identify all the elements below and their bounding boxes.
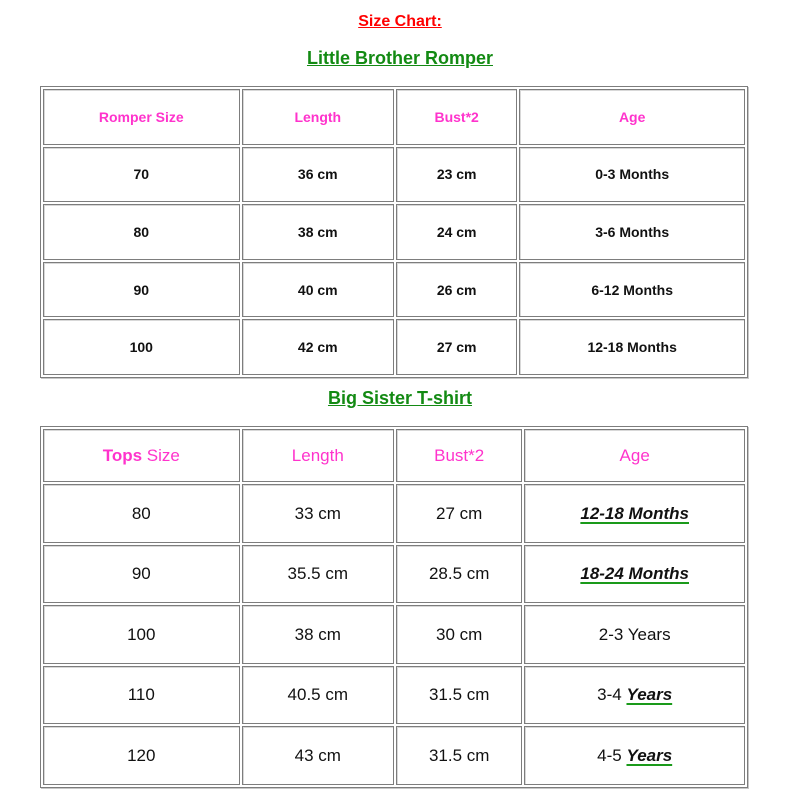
cell-size: 80 (43, 484, 240, 543)
header-size-word: Size (142, 445, 180, 465)
table-row (43, 262, 745, 318)
table-row (43, 605, 745, 664)
cell-bust: 27 cm (396, 484, 522, 543)
cell-size: 80 (43, 204, 240, 260)
cell-length: 35.5 cm (242, 545, 394, 604)
cell-length: 33 cm (242, 484, 394, 543)
page-title: Size Chart: (358, 13, 442, 30)
cell-age (524, 545, 745, 604)
cell-size: 90 (43, 262, 240, 318)
cell-size: 100 (43, 319, 240, 375)
cell-size: 110 (43, 666, 240, 725)
cell-bust: 27 cm (396, 319, 517, 375)
cell-age: 2-3 Years (524, 605, 745, 664)
romper-size-table (40, 86, 748, 378)
cell-age: 3-6 Months (519, 204, 745, 260)
cell-size: 70 (43, 147, 240, 203)
header-age: Age (524, 429, 745, 482)
table-row (43, 726, 745, 785)
age-text: 18-24 Months (580, 564, 689, 584)
cell-age (524, 726, 745, 785)
age-range: 3-4 (597, 685, 622, 705)
cell-bust: 30 cm (396, 605, 522, 664)
header-romper-size: Romper Size (43, 89, 240, 145)
cell-bust: 31.5 cm (396, 726, 522, 785)
header-bust: Bust*2 (396, 429, 522, 482)
table-row (43, 204, 745, 260)
cell-size: 90 (43, 545, 240, 604)
header-length: Length (242, 89, 394, 145)
header-age: Age (519, 89, 745, 145)
cell-age: 0-3 Months (519, 147, 745, 203)
cell-length: 38 cm (242, 605, 394, 664)
table-row (43, 484, 745, 543)
cell-length: 40.5 cm (242, 666, 394, 725)
cell-bust: 26 cm (396, 262, 517, 318)
tshirt-size-table (40, 426, 748, 788)
age-range: 4-5 (597, 745, 622, 765)
header-bust: Bust*2 (396, 89, 517, 145)
cell-bust: 31.5 cm (396, 666, 522, 725)
cell-bust: 28.5 cm (396, 545, 522, 604)
cell-age (524, 484, 745, 543)
cell-length: 36 cm (242, 147, 394, 203)
table-header-row (43, 89, 745, 145)
cell-age: 6-12 Months (519, 262, 745, 318)
cell-size: 100 (43, 605, 240, 664)
age-unit: Years (626, 745, 673, 765)
cell-size: 120 (43, 726, 240, 785)
table-row (43, 666, 745, 725)
header-length: Length (242, 429, 394, 482)
table-row (43, 545, 745, 604)
romper-section-title: Little Brother Romper (306, 48, 493, 68)
cell-length: 42 cm (242, 319, 394, 375)
cell-bust: 23 cm (396, 147, 517, 203)
cell-age (524, 666, 745, 725)
table-row (43, 147, 745, 203)
cell-length: 40 cm (242, 262, 394, 318)
header-tops-size (43, 429, 240, 482)
header-tops-word: Tops (102, 445, 143, 465)
table-header-row (43, 429, 745, 482)
cell-length: 43 cm (242, 726, 394, 785)
cell-bust: 24 cm (396, 204, 517, 260)
table-row (43, 319, 745, 375)
cell-length: 38 cm (242, 204, 394, 260)
cell-age: 12-18 Months (519, 319, 745, 375)
tshirt-section-title: Big Sister T-shirt (327, 388, 473, 408)
age-unit: Years (626, 685, 673, 705)
age-text: 12-18 Months (580, 503, 689, 523)
